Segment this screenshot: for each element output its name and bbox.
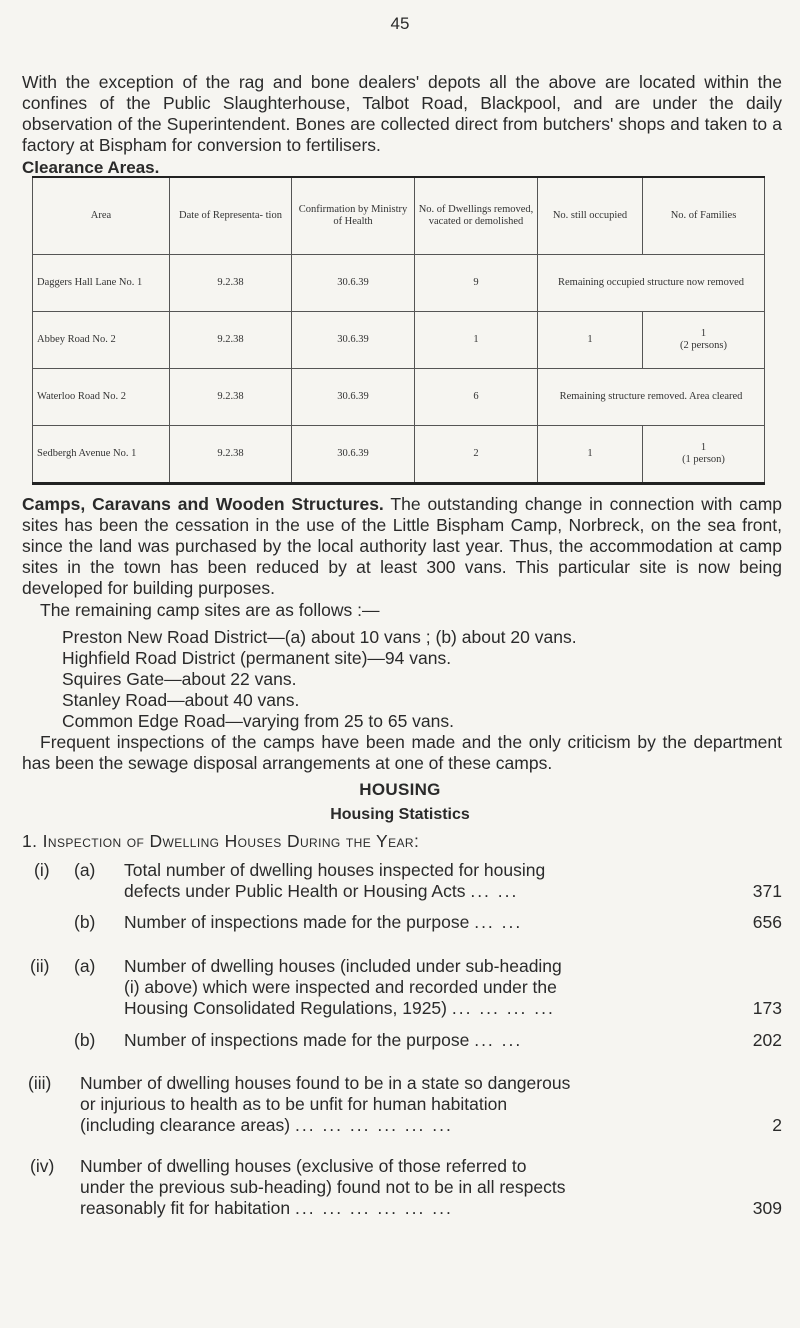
cell-confirmation: 30.6.39 <box>292 426 415 484</box>
stat-text <box>80 1156 565 1219</box>
cell-area: Abbey Road No. 2 <box>33 312 170 369</box>
cell-confirmation: 30.6.39 <box>292 312 415 369</box>
cell-confirmation: 30.6.39 <box>292 255 415 312</box>
stat-line: Total number of dwelling houses inspected for housing <box>124 860 546 880</box>
cell-families <box>643 426 765 484</box>
families-count: 1 <box>700 442 707 453</box>
families-note: (2 persons) <box>680 340 727 351</box>
stat-line-text: defects under Public Health or Housing Acts <box>124 881 466 901</box>
stat-text: Number of inspections made for the purpose ... ... <box>124 912 523 932</box>
stat-line-text: Number of inspections made for the purpose <box>124 1030 470 1050</box>
stat-line: reasonably fit for habitation ... ... ... ... ... ... <box>80 1198 453 1218</box>
families-count: 1 <box>700 328 707 339</box>
camps-text: The outstanding change in connection with camp sites has been the cessation in the use of the Little Bispham Camp, Norbreck, on the sea front, since the land was purchased by the local authority last year. Thus, the accommodation at camp sites in the town has been reduced by at least 300 vans. This particular site is now being developed for building purposes. <box>22 494 782 598</box>
stat-line: Number of dwelling houses (included under sub-heading <box>124 956 562 976</box>
stat-line-text: reasonably fit for habitation <box>80 1198 291 1218</box>
stat-value: 173 <box>752 998 782 1018</box>
list-item: Common Edge Road—varying from 25 to 65 vans. <box>62 711 454 731</box>
camps-heading: Camps, Caravans and Wooden Structures. <box>22 494 384 514</box>
stat-line: (including clearance areas) ... ... ... ... ... ... <box>80 1115 453 1135</box>
stat-line: Number of dwelling houses (exclusive of those referred to <box>80 1156 527 1176</box>
item-num: (iv) <box>30 1156 55 1176</box>
stat-value: 371 <box>752 881 782 901</box>
list-item: Highfield Road District (permanent site)—94 vans. <box>62 648 452 668</box>
header-date: Date of Representa- tion <box>170 177 292 255</box>
item-label: (b) <box>74 912 96 932</box>
header-confirmation: Confirmation by Ministry of Health <box>292 177 415 255</box>
table-header-row <box>33 177 765 255</box>
cell-confirmation: 30.6.39 <box>292 369 415 426</box>
stat-line-text: Housing Consolidated Regulations, 1925) <box>124 998 447 1018</box>
housing-title: HOUSING <box>359 780 441 799</box>
stat-value: 202 <box>752 1030 782 1050</box>
cell-date: 9.2.38 <box>170 426 292 484</box>
item-label: (a) <box>74 860 96 880</box>
stat-line: defects under Public Health or Housing Acts ... ... <box>124 881 519 901</box>
cell-date: 9.2.38 <box>170 369 292 426</box>
cell-area: Waterloo Road No. 2 <box>33 369 170 426</box>
stat-text <box>80 1073 570 1136</box>
stat-line: (i) above) which were inspected and recorded under the <box>124 977 557 997</box>
clearance-heading: Clearance Areas. <box>22 158 160 177</box>
table-row <box>33 312 765 369</box>
table-row <box>33 426 765 484</box>
item-num: (iii) <box>28 1073 52 1093</box>
inspections-paragraph: Frequent inspections of the camps have been made and the only criticism by the department has been the sewage disposal arrangements at one of these camps. <box>22 732 782 773</box>
table-row <box>33 255 765 312</box>
header-families: No. of Families <box>643 177 765 255</box>
header-dwellings: No. of Dwellings removed, vacated or demolished <box>415 177 538 255</box>
remaining-intro: The remaining camp sites are as follows :— <box>40 600 380 620</box>
inspection-heading: 1. Inspection of Dwelling Houses During the Year: <box>22 831 420 851</box>
stat-line-text: Number of inspections made for the purpose <box>124 912 470 932</box>
cell-merged-note: Remaining occupied structure now removed <box>538 255 765 312</box>
list-item: Preston New Road District—(a) about 10 vans ; (b) about 20 vans. <box>62 627 577 647</box>
cell-area: Sedbergh Avenue No. 1 <box>33 426 170 484</box>
families-note: (1 person) <box>682 454 725 465</box>
header-still-occupied: No. still occupied <box>538 177 643 255</box>
page-number: 45 <box>390 14 410 33</box>
cell-still-occupied: 1 <box>538 426 643 484</box>
stat-text <box>124 956 562 1019</box>
intro-paragraph: With the exception of the rag and bone dealers' depots all the above are located within the confines of the Public Slaughterhouse, Talbot Road, Blackpool, and are under the daily observation of the Superintendent. Bones are collected direct from butchers' shops and taken to a factory at Bispham for conversion to fertilisers. <box>22 72 782 155</box>
clearance-table <box>32 176 765 485</box>
item-label: (b) <box>74 1030 96 1050</box>
cell-dwellings: 6 <box>415 369 538 426</box>
stat-value: 656 <box>752 912 782 932</box>
stat-text: Number of inspections made for the purpose ... ... <box>124 1030 523 1050</box>
cell-dwellings: 1 <box>415 312 538 369</box>
stat-line: Number of dwelling houses found to be in a state so dangerous <box>80 1073 571 1093</box>
item-num: (ii) <box>30 956 50 976</box>
stat-text <box>124 860 545 902</box>
cell-still-occupied: 1 <box>538 312 643 369</box>
cell-families <box>643 312 765 369</box>
stat-line: under the previous sub-heading) found not to be in all respects <box>80 1177 566 1197</box>
cell-date: 9.2.38 <box>170 255 292 312</box>
stat-value: 2 <box>772 1115 782 1135</box>
cell-merged-note: Remaining structure removed. Area cleared <box>538 369 765 426</box>
cell-area: Daggers Hall Lane No. 1 <box>33 255 170 312</box>
stat-line-text: (including clearance areas) <box>80 1115 291 1135</box>
table-row <box>33 369 765 426</box>
header-area: Area <box>33 177 170 255</box>
cell-dwellings: 9 <box>415 255 538 312</box>
stat-value: 309 <box>752 1198 782 1218</box>
list-item: Stanley Road—about 40 vans. <box>62 690 300 710</box>
list-item: Squires Gate—about 22 vans. <box>62 669 297 689</box>
housing-subtitle: Housing Statistics <box>330 806 470 823</box>
item-label: (a) <box>74 956 96 976</box>
stat-line: Housing Consolidated Regulations, 1925) ... ... ... ... <box>124 998 555 1018</box>
camps-paragraph <box>22 494 782 599</box>
cell-date: 9.2.38 <box>170 312 292 369</box>
cell-dwellings: 2 <box>415 426 538 484</box>
item-num: (i) <box>34 860 50 880</box>
stat-line: or injurious to health as to be unfit for human habitation <box>80 1094 508 1114</box>
